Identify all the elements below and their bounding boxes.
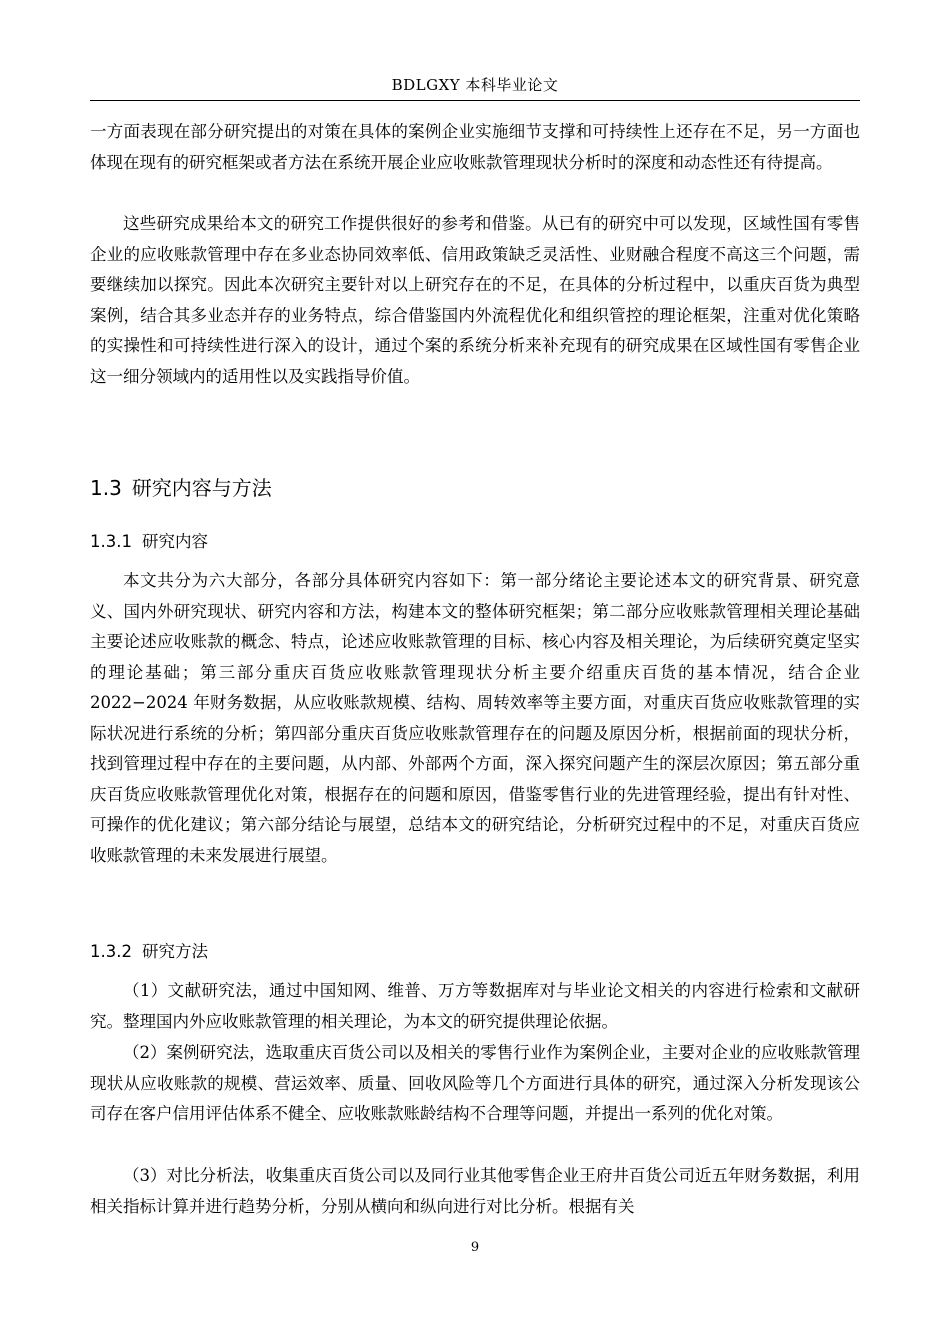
paragraph-research-gap: 这些研究成果给本文的研究工作提供很好的参考和借鉴。从已有的研究中可以发现，区域性国有零售企业的应收账款管理中存在多业态协同效率低、信用政策缺乏灵活性、业财融合程度不高这三个问题，需要继续加以探究。因此本次研究主要针对以上研究存在的不足，在具体的分析过程中，以重庆百货为典型案例，结合其多业态并存的业务特点，综合借鉴国内外流程优化和组织管控的理论框架，注重对优化策略的实操性和可持续性进行深入的设计，通过个案的系统分析来补充现有的研究成果在区域性国有零售企业这一细分领域内的适用性以及实践指导价值。 xyxy=(90,214,860,386)
paragraph-method-comparative: （3）对比分析法，收集重庆百货公司以及同行业其他零售企业王府井百货公司近五年财务数据，利用相关指标计算并进行趋势分析，分别从横向和纵向进行对比分析。根据有关 xyxy=(90,1166,860,1216)
subsection-number: 1.3.1 xyxy=(90,532,132,551)
section-heading-1-3 xyxy=(90,472,272,501)
subsection-heading-1-3-2 xyxy=(90,938,208,962)
paragraph-method-literature: （1）文献研究法，通过中国知网、维普、万方等数据库对与毕业论文相关的内容进行检索和文献研究。整理国内外应收账款管理的相关理论，为本文的研究提供理论依据。 xyxy=(90,981,860,1031)
subsection-heading-1-3-1 xyxy=(90,528,208,552)
header-rule xyxy=(90,100,860,101)
subsection-title: 研究方法 xyxy=(141,942,208,961)
paragraph-continuation: 一方面表现在部分研究提出的对策在具体的案例企业实施细节支撑和可持续性上还存在不足，另一方面也体现在现有的研究框架或者方法在系统开展企业应收账款管理现状分析时的深度和动态性还有待提高。 xyxy=(90,122,860,172)
subsection-title: 研究内容 xyxy=(141,532,208,551)
section-number: 1.3 xyxy=(90,476,122,500)
running-header: BDLGXY 本科毕业论文 xyxy=(391,76,559,94)
page-number: 9 xyxy=(470,1240,480,1255)
paragraph-research-content: 本文共分为六大部分，各部分具体研究内容如下：第一部分绪论主要论述本文的研究背景、研究意义、国内外研究现状、研究内容和方法，构建本文的整体研究框架；第二部分应收账款管理相关理论基础主要论述应收账款的概念、特点，论述应收账款管理的目标、核心内容及相关理论，为后续研究奠定坚实的理论基础；第三部分重庆百货应收账款管理现状分析主要介绍重庆百货的基本情况，结合企业 2022−2024 年财务数据，从应收账款规模、结构、周转效率等主要方面，对重庆百货应收账款管理的实际状况进行系统的分析；第四部分重庆百货应收账款管理存在的问题及原因分析，根据前面的现状分析，找到管理过程中存在的主要问题，从内部、外部两个方面，深入探究问题产生的深层次原因；第五部分重庆百货应收账款管理优化对策，根据存在的问题和原因，借鉴零售行业的先进管理经验，提出有针对性、可操作的优化建议；第六部分结论与展望，总结本文的研究结论，分析研究过程中的不足，对重庆百货应收账款管理的未来发展进行展望。 xyxy=(90,571,860,865)
section-title: 研究内容与方法 xyxy=(131,476,272,500)
subsection-number: 1.3.2 xyxy=(90,942,132,961)
paragraph-method-case-study: （2）案例研究法，选取重庆百货公司以及相关的零售行业作为案例企业，主要对企业的应收账款管理现状从应收账款的规模、营运效率、质量、回收风险等几个方面进行具体的研究，通过深入分析发现该公司存在客户信用评估体系不健全、应收账款账龄结构不合理等问题，并提出一系列的优化对策。 xyxy=(90,1043,860,1123)
